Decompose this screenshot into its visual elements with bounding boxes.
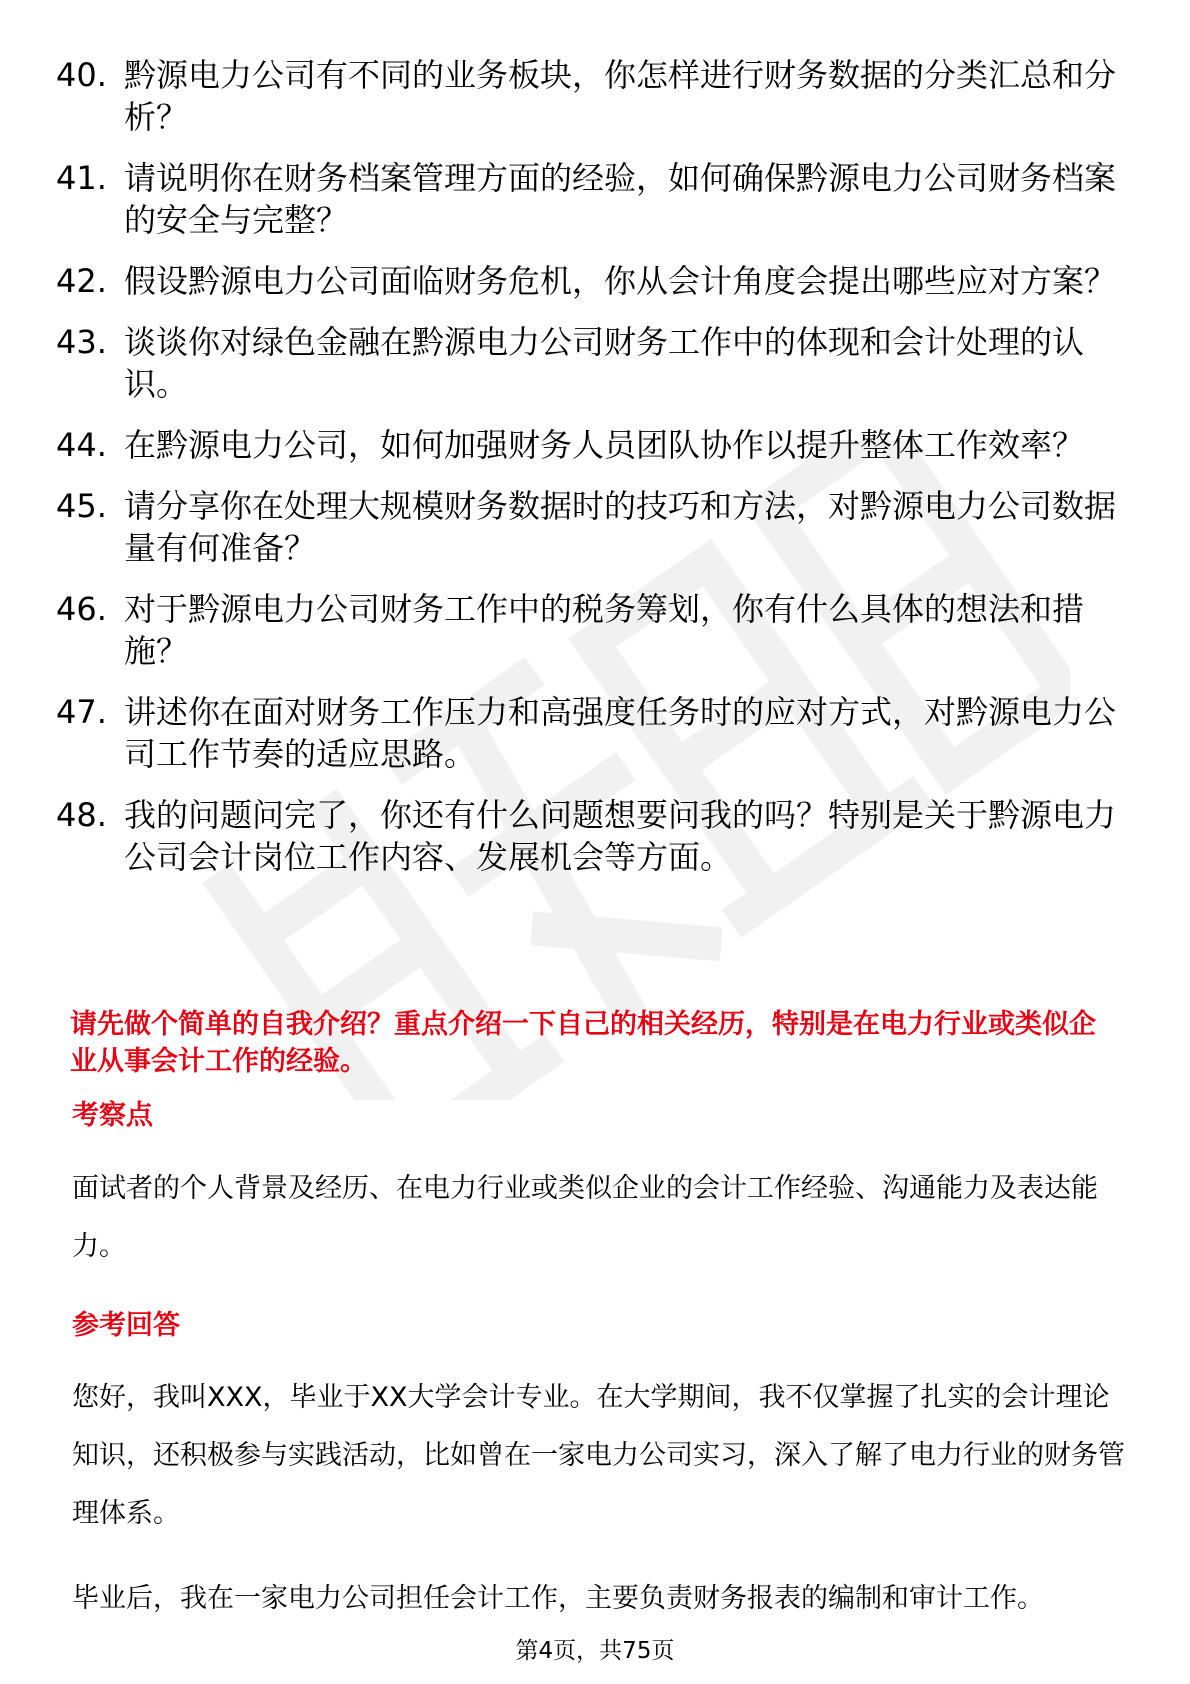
question-item <box>56 157 1116 241</box>
section-question-heading: 请先做个简单的自我介绍？重点介绍一下自己的相关经历，特别是在电力行业或类似企业从事会计工作的经验。 <box>70 1009 1096 1077</box>
focus-text: 面试者的个人背景及经历、在电力行业或类似企业的会计工作经验、沟通能力及表达能力。 <box>72 1173 1098 1262</box>
focus-label: 考察点 <box>72 1100 153 1131</box>
question-item <box>56 54 1116 138</box>
question-text: 在黔源电力公司，如何加强财务人员团队协作以提升整体工作效率？ <box>124 426 1085 464</box>
question-item <box>56 794 1116 878</box>
question-text: 请说明你在财务档案管理方面的经验，如何确保黔源电力公司财务档案的安全与完整？ <box>124 159 1117 239</box>
question-number: 40. <box>56 56 107 94</box>
question-list <box>56 54 1116 897</box>
question-number: 46. <box>56 590 107 628</box>
question-text: 对于黔源电力公司财务工作中的税务筹划，你有什么具体的想法和措施？ <box>124 590 1085 670</box>
question-item <box>56 691 1116 775</box>
answer-paragraph-1: 您好，我叫XXX，毕业于XX大学会计专业。在大学期间，我不仅掌握了扎实的会计理论知识，还积极参与实践活动，比如曾在一家电力公司实习，深入了解了电力行业的财务管理体系。 <box>72 1382 1125 1529</box>
question-number: 43. <box>56 323 107 361</box>
question-number: 44. <box>56 426 107 464</box>
question-text: 讲述你在面对财务工作压力和高强度任务时的应对方式，对黔源电力公司工作节奏的适应思路。 <box>124 693 1117 773</box>
question-number: 42. <box>56 262 107 300</box>
question-number: 47. <box>56 693 107 731</box>
question-number: 45. <box>56 487 107 525</box>
question-text: 谈谈你对绿色金融在黔源电力公司财务工作中的体现和会计处理的认识。 <box>124 323 1085 403</box>
question-item <box>56 485 1116 569</box>
question-number: 48. <box>56 796 107 834</box>
question-item <box>56 424 1116 466</box>
answer-paragraph-2: 毕业后，我在一家电力公司担任会计工作，主要负责财务报表的编制和审计工作。 <box>72 1583 1044 1614</box>
question-item <box>56 321 1116 405</box>
question-text: 黔源电力公司有不同的业务板块，你怎样进行财务数据的分类汇总和分析？ <box>124 56 1117 136</box>
page-number: 第4页，共75页 <box>515 1638 675 1664</box>
question-text: 请分享你在处理大规模财务数据时的技巧和方法，对黔源电力公司数据量有何准备？ <box>124 487 1117 567</box>
question-item <box>56 260 1116 302</box>
answer-label: 参考回答 <box>72 1310 180 1341</box>
question-item <box>56 588 1116 672</box>
question-number: 41. <box>56 159 107 197</box>
question-text: 假设黔源电力公司面临财务危机，你从会计角度会提出哪些应对方案？ <box>124 262 1117 300</box>
question-text: 我的问题问完了，你还有什么问题想要问我的吗？特别是关于黔源电力公司会计岗位工作内容、发展机会等方面。 <box>124 796 1117 876</box>
